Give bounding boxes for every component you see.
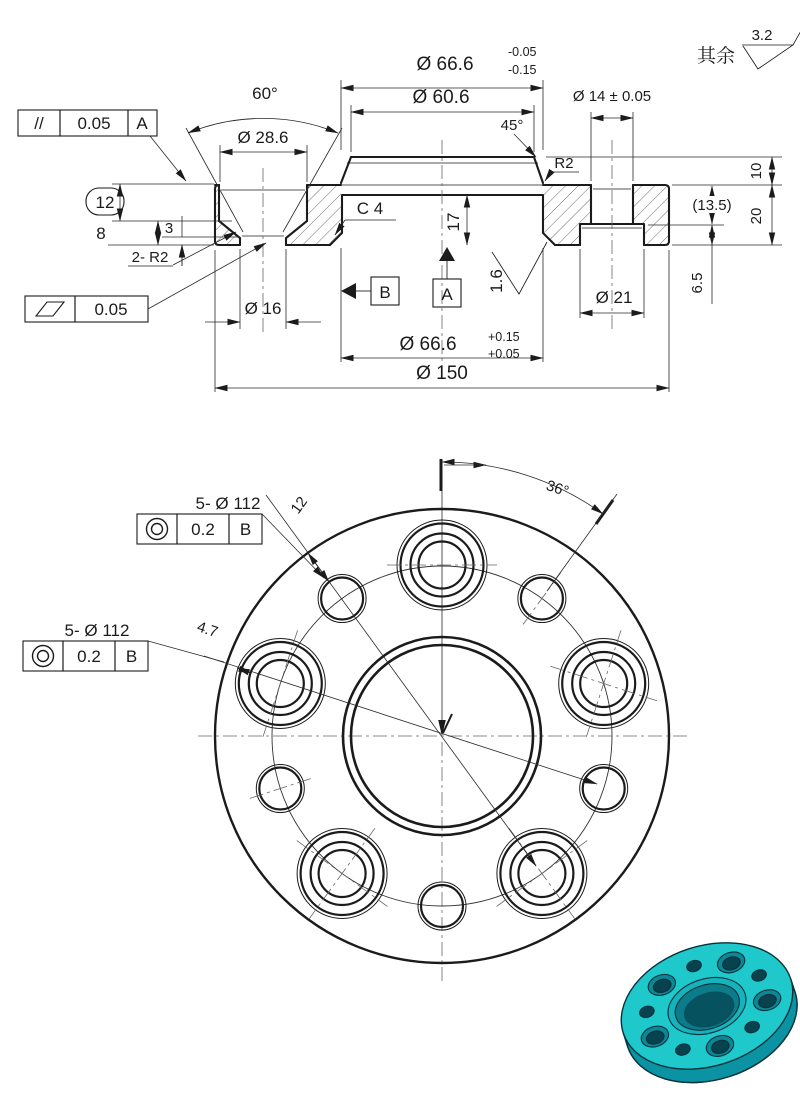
flatness-icon — [36, 302, 64, 316]
dim-dia14: Ø 14 ± 0.05 — [572, 88, 652, 105]
dim-2-r2: 2- R2 — [131, 249, 169, 266]
dim-dia28: Ø 28.6 — [237, 128, 289, 147]
hatch-right-mid — [543, 185, 591, 245]
hatch-right-cap — [633, 185, 669, 245]
dim-3: 3 — [164, 220, 174, 237]
plan-view — [23, 459, 688, 982]
fcf-2-label: 5- Ø 112 — [64, 621, 130, 640]
fcf-parallelism-value: 0.05 — [77, 114, 111, 133]
fcf-2-value: 0.2 — [77, 647, 101, 666]
dim-36deg: 36° — [543, 477, 571, 501]
fcf-position-2 — [23, 621, 224, 671]
concentricity-icon — [147, 519, 168, 540]
roughness-1-6 — [487, 242, 547, 294]
dim-20: 20 — [748, 207, 765, 225]
dim-60deg: 60° — [252, 84, 278, 103]
section-view — [18, 45, 782, 392]
dim-8: 8 — [96, 224, 106, 243]
radial-line-a — [266, 495, 536, 866]
dim-dia66-top-tol-upper: -0.05 — [508, 45, 537, 59]
dim-10: 10 — [748, 162, 765, 180]
parallelism-icon: // — [34, 114, 44, 133]
hatch-left-mid — [287, 185, 341, 245]
dim-dia150: Ø 150 — [416, 363, 468, 384]
fcf-2-datum: B — [125, 647, 138, 666]
leader-r2 — [545, 172, 551, 181]
fcf-flatness-value: 0.05 — [94, 300, 128, 319]
dim-13-5: (13.5) — [692, 197, 732, 214]
dim-6-5: 6.5 — [689, 272, 706, 294]
leader-45deg — [514, 134, 536, 157]
surface-finish-note — [697, 27, 800, 69]
dim-dia16: Ø 16 — [244, 299, 282, 318]
fcf-1-datum: B — [239, 520, 252, 539]
fcf-parallelism-datum: A — [136, 114, 148, 133]
dim-dia66-top-tol-lower: -0.15 — [508, 63, 537, 77]
surface-note-value: 3.2 — [751, 27, 773, 44]
angle-36-dim — [441, 459, 617, 591]
roughness-value: 1.6 — [487, 269, 506, 293]
dim-12: 12 — [95, 193, 115, 212]
fcf-1-label: 5- Ø 112 — [195, 494, 261, 513]
datum-triangle-icon — [341, 283, 356, 299]
datum-b — [341, 277, 399, 305]
dim-4-7: 4.7 — [194, 618, 220, 642]
dim-r2: R2 — [554, 155, 574, 172]
datum-a — [433, 247, 461, 307]
datum-b-label: B — [379, 283, 391, 302]
datum-triangle-icon — [439, 247, 455, 261]
dim-17: 17 — [444, 212, 463, 232]
dim-dia21: Ø 21 — [595, 288, 633, 307]
dim-12-edge: 12 — [287, 493, 312, 518]
fcf-1-value: 0.2 — [191, 520, 215, 539]
concentricity-icon — [33, 646, 54, 667]
dim-c4: C 4 — [356, 199, 384, 218]
surface-note-prefix: 其余 — [696, 46, 736, 67]
dim-dia66-bottom-tol-upper: +0.15 — [488, 330, 520, 344]
fcf-parallelism — [18, 110, 186, 181]
model-3d-preview — [605, 922, 800, 1100]
dim-dia66-bottom-tol-lower: +0.05 — [488, 347, 520, 361]
dim-dia66-top: Ø 66.6 — [416, 54, 474, 75]
datum-a-label: A — [441, 285, 453, 304]
dim-45deg: 45° — [500, 117, 524, 134]
dim-dia60: Ø 60.6 — [412, 87, 470, 108]
dim-dia66-bottom: Ø 66.6 — [399, 334, 457, 355]
ext-28-6 — [220, 145, 307, 182]
